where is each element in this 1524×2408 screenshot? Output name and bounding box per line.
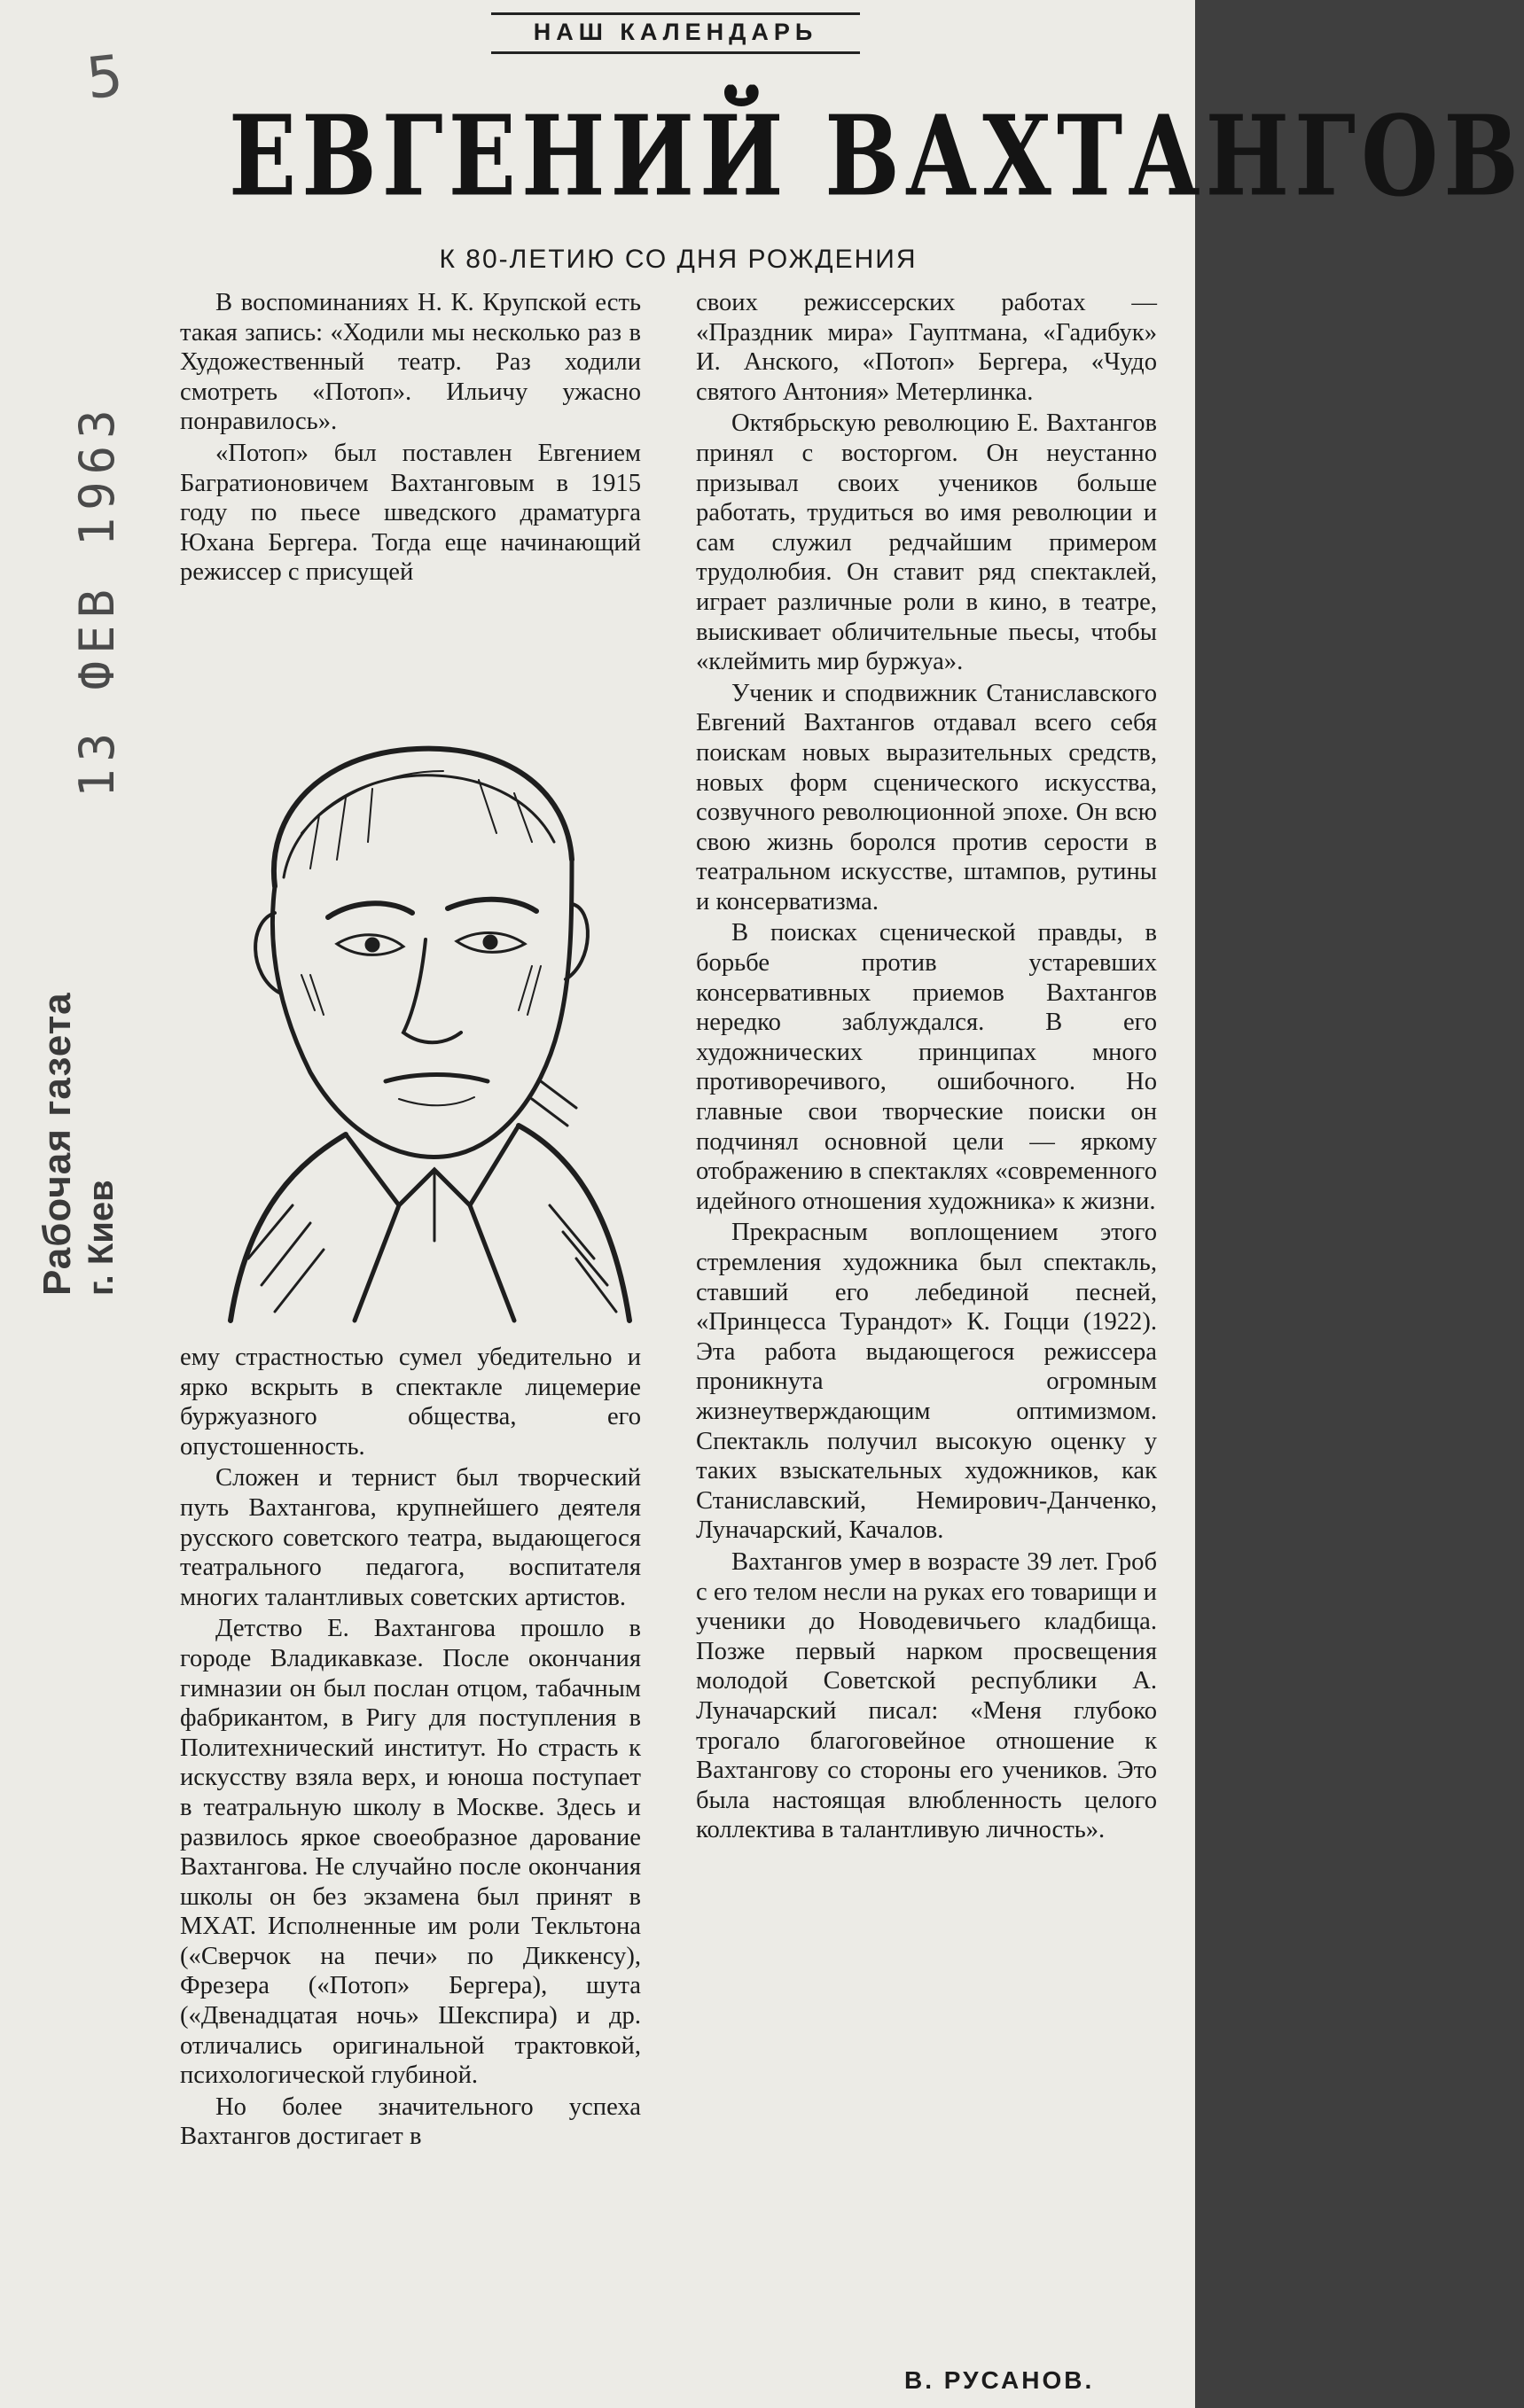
paragraph: Ученик и сподвижник Станиславского Евгений Вахтангов отдавал всего себя поискам новых выразительных средств, новых форм сценического искусства, созвучного революционной эпохе. Он всю свою жизнь боролся против серости в театральном искусстве, штампов, рутины и консерватизма.	[696, 679, 1157, 916]
paragraph: Сложен и тернист был творческий путь Вахтангова, крупнейшего деятеля русского советского театра, выдающегося театрального педагога, воспитателя многих талантливых советских артистов.	[180, 1464, 641, 1611]
paragraph: Но более значительного успеха Вахтангов достигает в	[180, 2092, 641, 2151]
stamp-date: 13 ФЕВ 1963	[69, 402, 125, 798]
paragraph: Вахтангов умер в возрасте 39 лет. Гроб с его телом несли на руках его товарищи и ученики до Новодевичьего кладбища. Позже первый нарком просвещения молодой Советской республики А. Луначарский писал: «Меня глубоко трогало благоговейное отношение к Вахтангову со стороны его учеников. Это была настоящая влюбленность целого коллектива в талантливую личность».	[696, 1547, 1157, 1844]
paragraph: ему страстностью сумел убедительно и ярко вскрыть в спектакле лицемерие буржуазного общества, его опустошенность.	[180, 1344, 641, 1461]
paragraph: Детство Е. Вахтангова прошло в городе Владикавказе. После окончания гимназии он был послан отцом, табачным фабрикантом, в Ригу для поступления в Политехнический институт. Но страсть к искусству взяла верх, и юноша поступает в театральную школу в Москве. Здесь и развилось яркое своеобразное дарование Вахтангова. Не случайно после окончания школы он без экзамена был принят в МХАТ. Исполненные им роли Текльтона («Сверчок на печи» по Диккенсу), Фрезера («Потоп» Бергера), шута («Двенадцатая ночь» Шекспира) и др. отличались оригинальной трактовкой, психологической глубиной.	[180, 1615, 641, 2090]
paragraph: «Потоп» был поставлен Евгением Багратионовичем Вахтанговым в 1915 году по пьесе шведского драматурга Юхана Бергера. Тогда еще начинающий режиссер с присущей	[180, 439, 641, 587]
column-2	[696, 288, 1157, 1847]
article-subhead: К 80-ЛЕТИЮ СО ДНЯ РОЖДЕНИЯ	[439, 245, 918, 274]
article-headline: ЕВГЕНИЙ ВАХТАНГОВ	[229, 90, 1524, 222]
paragraph: Октябрьскую революцию Е. Вахтангов принял с восторгом. Он неустанно призывал своих учеников больше работать, трудиться во имя революции и сам служил редчайшим примером трудолюбия. Он ставит ряд спектаклей, играет различные роли в кино, в театре, выискивает обличительные пьесы, чтобы «клеймить мир буржуа».	[696, 409, 1157, 676]
column-1-bottom	[180, 1343, 641, 2154]
paragraph: своих режиссерских работах — «Праздник мира» Гауптмана, «Гадибук» И. Анского, «Потоп» Бергера, «Чудо святого Антония» Метерлинка.	[696, 289, 1157, 406]
stamp-city: г. Киев	[82, 1180, 121, 1296]
paragraph: Прекрасным воплощением этого стремления художника был спектакль, ставший его лебединой песней, «Принцесса Турандот» К. Гоцци (1922). Эта работа выдающегося режиссера проникнута огромным жизнеутверждающим оптимизмом. Спектакль получил высокую оценку у таких взыскательных художников, как Станиславский, Немирович-Данченко, Луначарский, Качалов.	[696, 1219, 1157, 1545]
paragraph: В поисках сценической правды, в борьбе против устаревших консервативных приемов Вахтангов нередко заблуждался. В его художнических принципах много противоречивого, ошибочного. Но главные свои творческие поиски он подчинял основной цели — яркому отображению в спектаклях «современного идейного отношения художника» к жизни.	[696, 919, 1157, 1215]
rubric-heading: НАШ КАЛЕНДАРЬ	[491, 12, 860, 54]
stamp-newspaper: Рабочая газета	[35, 992, 79, 1296]
handwritten-number: 5	[82, 43, 127, 113]
author-signature: В. РУСАНОВ.	[904, 2366, 1095, 2394]
portrait-drawing	[213, 709, 638, 1329]
column-1-top	[180, 288, 641, 589]
paragraph: В воспоминаниях Н. К. Крупской есть такая запись: «Ходили мы несколько раз в Художественный театр. Раз ходили смотреть «Потоп». Ильичу ужасно понравилось».	[180, 289, 641, 436]
